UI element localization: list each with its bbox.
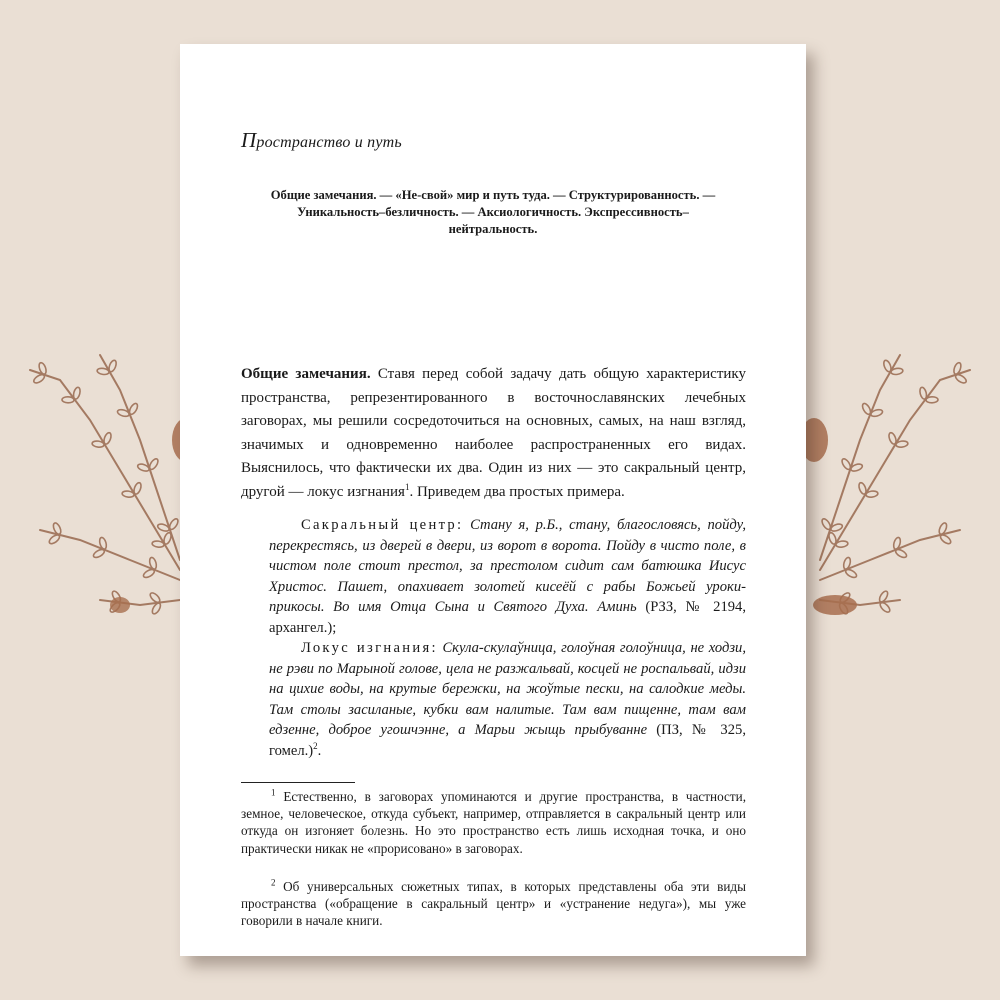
footnote-divider <box>241 782 355 783</box>
example-source: (РЗЗ, № 2194, архангел.); <box>269 599 746 636</box>
intro-text: Ставя перед собой задачу дать общую характеристику пространства, репрезентированного в восточнославянских лечебных заговорах, мы решили сосредоточиться на основных, самых, на наш взгляд, значимых и одновременно наиболее распространенных его видах. Выяснилось, что фактически их два. Один из них — это сакральный центр, другой — локус изгнания <box>241 366 746 500</box>
right-bottom-blob <box>813 595 857 615</box>
example-label: Локус изгнания: <box>301 640 438 656</box>
example-sacral-center <box>269 515 746 638</box>
footnote-ref-2: 2 <box>313 740 318 751</box>
example-quote: Скула-скулаўница, голоўная голоўница, не ходзи, не рэви по Марыной голове, цела не разжальвай, косцей не роспальвай, идзи на цихие воды, на крутые бережки, на жоўтые пески, на салодкие меды. Там столы засиланые, кубки вам налитые. Там вам пищенне, там вам едзенне, доброе угошчэнне, а Марьи жыщь прыбуванне <box>269 640 747 738</box>
intro-paragraph: Общие замечания. Ставя перед собой задачу дать общую характеристику пространства, репрезентированного в восточнославянских лечебных заговорах, мы решили сосредоточиться на основных, самых, на наш взгляд, значимых и одновременно наиболее распространенных его видах. Выяснилось, что фактически их два. Один из них — это сакральный центр, другой — локус изгнания$^1$. Приведем два простых примера. <box>241 366 746 500</box>
example-quote: Стану я, р.Б., стану, благословясь, пойду, перекрестясь, из дверей в двери, из ворот в ворота. Пойду в чисто поле, в чистом поле стоит престол, за престолом сидит сам батюшка Иисус Христос. Пашет, опахивает золотей кисеёй с рабы Божьей уроки-прикосы. Во имя Отца Сына и Святого Духа. Аминь <box>269 517 746 615</box>
section-heading: Общие замечания. <box>241 366 371 382</box>
example-source: (ПЗ, № 325, гомел.) <box>269 722 746 759</box>
example-label: Сакральный центр: <box>301 517 464 533</box>
book-page <box>180 44 806 956</box>
left-willow-branch-icon <box>30 355 180 615</box>
footnote-1: $^1$ Естественно, в заговорах упоминаются и другие пространства, в частности, земное, человеческое, откуда субъект, например, отправляется в сакральный центр или откуда он изгоняет болезнь. Но это пространство есть лишь исходная точка, и оно практически никак не «прорисовано» в заговорах. <box>241 787 746 856</box>
left-bottom-blob <box>110 597 130 613</box>
chapter-title: Пространство и путь <box>241 128 402 152</box>
footnote-ref-1: 1 <box>404 481 410 492</box>
example-exile-locus: Локус изгнания: Скула-скулаўница, голоўная голоўница, не ходзи, не рэви по Марыной голове, цела не разжальвай, косцей не роспальвай, идзи на цихие воды, на крутые бережки, на жоўтые пески, на салодкие меды. Там столы засиланые, кубки вам налитые. Там вам пищенне, там вам едзенне, доброе угошчэнне, а Марьи жыщь прыбуванне (ПЗ, № 325, гомел.)$^2$. <box>269 640 747 759</box>
right-willow-branch-icon <box>820 355 970 615</box>
chapter-abstract: Общие замечания. — «Не-свой» мир и путь туда. — Структурированность. — Уникальность–безличность. — Аксиологичность. Экспрессивность–нейтральность. <box>270 188 716 236</box>
footnote-2: $^2$ Об универсальных сюжетных типах, в которых представлены оба эти виды пространства («обращение в сакральный центр» и «устранение недуга»), мы уже говорили в начале книги. <box>241 877 746 929</box>
